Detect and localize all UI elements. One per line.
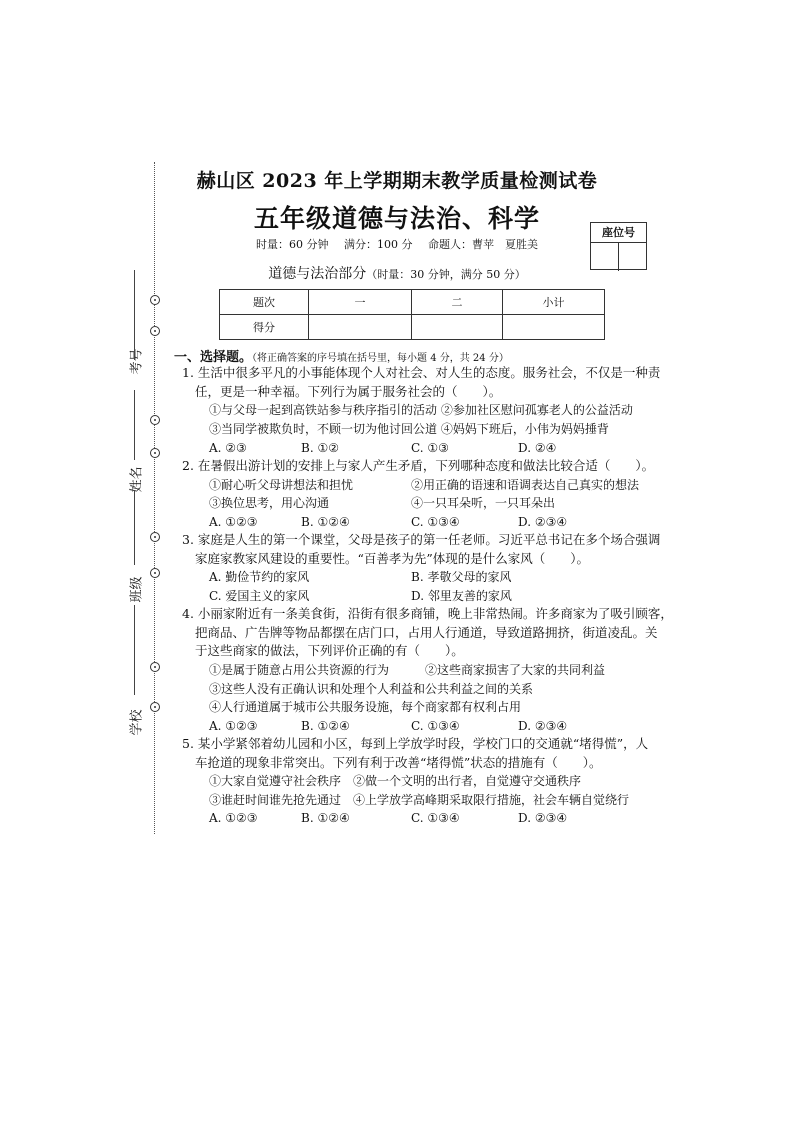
- choice[interactable]: D. ②③④: [518, 719, 568, 733]
- choice[interactable]: D. ②④: [518, 441, 557, 455]
- question-stem: 车抢道的现象非常突出。下列有利于改善“堵得慌”状态的措施有（ ）。: [195, 755, 602, 770]
- seat-number-label: 座位号: [591, 223, 646, 243]
- score-cell[interactable]: [309, 315, 412, 340]
- school-label: 学校: [129, 709, 145, 736]
- binding-line: [154, 162, 155, 834]
- exam-number-label: 考号: [129, 348, 145, 375]
- choice[interactable]: C. ①③④: [411, 719, 460, 733]
- full-score: 满分：100 分: [344, 238, 413, 251]
- choice[interactable]: D. ②③④: [518, 811, 568, 825]
- statement: ②用正确的语速和语调表达自己真实的想法: [411, 478, 640, 492]
- choice[interactable]: D. 邻里友善的家风: [411, 589, 512, 603]
- authors: 命题人：曹苹 夏胜美: [428, 238, 538, 251]
- question-stem: 5. 某小学紧邻着幼儿园和小区，每到上学放学时段，学校门口的交通就“堵得慌”，人: [182, 736, 649, 751]
- binding-hole: [150, 448, 160, 458]
- choice[interactable]: B. ①②④: [301, 719, 350, 733]
- binding-hole: [150, 568, 160, 578]
- part-heading: [0, 263, 794, 283]
- exam-title: 赫山区 2023 年上学期期末教学质量检测试卷: [196, 170, 598, 192]
- binding-hole: [150, 326, 160, 336]
- binding-hole: [150, 532, 160, 542]
- time-limit: 时量：60 分钟: [256, 238, 329, 251]
- score-cell[interactable]: [503, 315, 605, 340]
- statement: ③当同学被欺负时，不顾一切为他讨回公道 ④妈妈下班后，小伟为妈妈捶背: [209, 422, 609, 436]
- statement: ④人行通道属于城市公共服务设施，每个商家都有权利占用: [209, 700, 522, 714]
- statement: ③换位思考，用心沟通: [209, 496, 330, 510]
- exam-subtitle: 五年级道德与法治、科学: [253, 204, 540, 233]
- binding-hole: [150, 662, 160, 672]
- choice[interactable]: C. ①③④: [411, 515, 460, 529]
- binding-hole: [150, 702, 160, 712]
- statement: ①耐心听父母讲想法和担忧: [209, 478, 354, 492]
- choice[interactable]: B. ①②④: [301, 811, 350, 825]
- statement: ③谁赶时间谁先抢先通过 ④上学放学高峰期采取限行措施，社会车辆自觉绕行: [209, 793, 630, 807]
- part-title: 道德与法治部分: [268, 266, 367, 282]
- choice[interactable]: C. 爱国主义的家风: [209, 589, 310, 603]
- score-header-cell: 一: [309, 290, 412, 315]
- choice[interactable]: C. ①③: [411, 441, 449, 455]
- question-stem: 2. 在暑假出游计划的安排上与家人产生矛盾，下列哪种态度和做法比较合适（ ）。: [182, 458, 655, 473]
- statement: ①大家自觉遵守社会秩序 ②做一个文明的出行者，自觉遵守交通秩序: [209, 774, 582, 788]
- exam-number-line[interactable]: [134, 270, 136, 360]
- statement: ①与父母一起到高铁站参与秩序指引的活动 ②参加社区慰问孤寡老人的公益活动: [209, 403, 633, 417]
- statement: ④一只耳朵听，一只耳朵出: [411, 496, 556, 510]
- class-line[interactable]: [134, 490, 136, 565]
- section-note: （将正确答案的序号填在括号里，每小题 4 分，共 24 分）: [252, 353, 509, 364]
- question-stem: 把商品、广告牌等物品都摆在店门口，占用人行通道，导致道路拥挤，街道凌乱。关: [195, 625, 658, 640]
- section-heading: [174, 346, 509, 365]
- choice[interactable]: C. ①③④: [411, 811, 460, 825]
- question-stem: 任，更是一种幸福。下列行为属于服务社会的（ ）。: [195, 384, 502, 399]
- choice[interactable]: D. ②③④: [518, 515, 568, 529]
- part-note: （时量：30 分钟，满分 50 分）: [366, 268, 526, 281]
- binding-hole: [150, 415, 160, 425]
- choice[interactable]: A. ①②③: [209, 515, 258, 529]
- class-label: 班级: [129, 576, 145, 603]
- question-stem: 3. 家庭是人生的第一个课堂，父母是孩子的第一任老师。习近平总书记在多个场合强调: [182, 532, 661, 547]
- score-cell[interactable]: [412, 315, 503, 340]
- question-stem: 家庭家教家风建设的重要性。“百善孝为先”体现的是什么家风（ ）。: [195, 551, 590, 566]
- section-title: 一、选择题。: [174, 350, 253, 365]
- choice[interactable]: B. 孝敬父母的家风: [411, 570, 512, 584]
- choice[interactable]: A. ①②③: [209, 811, 258, 825]
- school-line[interactable]: [134, 605, 136, 695]
- score-row-label: 得分: [220, 315, 309, 340]
- name-label: 姓名: [129, 466, 145, 493]
- binding-hole: [150, 295, 160, 305]
- choice[interactable]: A. 勤俭节约的家风: [209, 570, 310, 584]
- score-header-cell: 小计: [503, 290, 605, 315]
- statement: ①是属于随意占用公共资源的行为 ②这些商家损害了大家的共同利益: [209, 663, 606, 677]
- question-stem: 4. 小丽家附近有一条美食街，沿街有很多商铺，晚上非常热闹。许多商家为了吸引顾客，: [182, 606, 673, 621]
- score-header-cell: 题次: [220, 290, 309, 315]
- choice[interactable]: A. ②③: [209, 441, 247, 455]
- choice[interactable]: B. ①②: [301, 441, 339, 455]
- score-header-cell: 二: [412, 290, 503, 315]
- exam-meta: [0, 236, 794, 252]
- name-line[interactable]: [134, 390, 136, 460]
- question-stem: 于这些商家的做法，下列评价正确的有（ ）。: [195, 643, 464, 658]
- question-stem: 1. 生活中很多平凡的小事能体现个人对社会、对人生的态度。服务社会，不仅是一种责: [182, 365, 661, 380]
- choice[interactable]: A. ①②③: [209, 719, 258, 733]
- score-table: [219, 289, 605, 340]
- choice[interactable]: B. ①②④: [301, 515, 350, 529]
- statement: ③这些人没有正确认识和处理个人利益和公共利益之间的关系: [209, 682, 534, 696]
